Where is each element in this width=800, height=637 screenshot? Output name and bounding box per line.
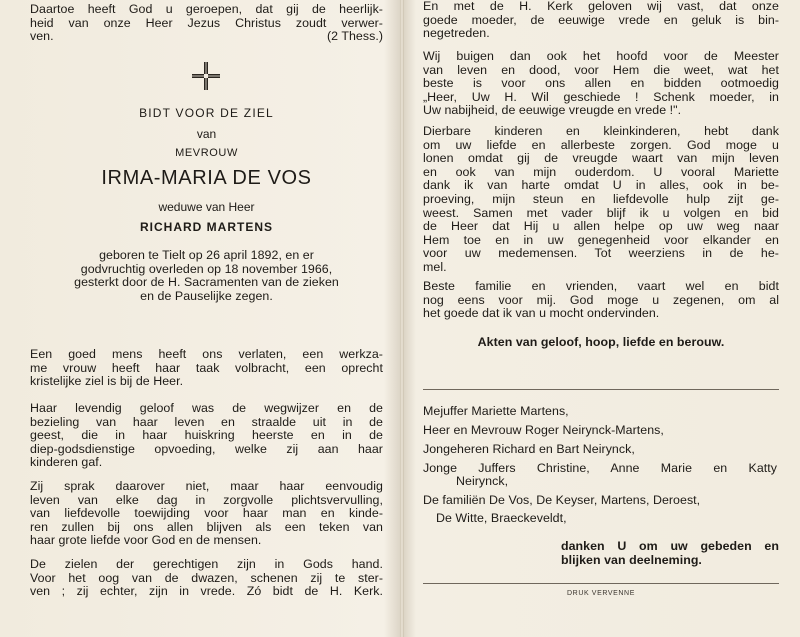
children-paragraph: [423, 125, 779, 275]
text-line: het goede dat ik van u mocht ondervinden.: [423, 306, 660, 321]
text-line: goede moeder, de eeuwige vrede en geluk is bin-: [423, 12, 779, 27]
text-line: „Heer, Uw H. Wil geschiede ! Schenk moeder, in: [423, 89, 779, 104]
text-line: haar grote liefde voor God en de mensen.: [30, 533, 262, 548]
family-line: Jongeheren Richard en Bart Neirynck,: [423, 442, 635, 456]
text-line: Haar levendig geloof was de wegwijzer en de: [30, 401, 383, 415]
dates-line: godvruchtig overleden op 18 november 1966,: [80, 261, 333, 276]
text-line: De zielen der gerechtigen zijn in Gods hand.: [30, 557, 383, 571]
prayer-paragraph: [423, 50, 779, 118]
life-dates: [30, 249, 383, 303]
text-line: lonen omdat gij de vreugde waart van mijn leven: [423, 151, 779, 166]
text-line: van liefdevolle toewijding voor haar man en kinde-: [30, 506, 383, 521]
family-line: Mejuffer Mariette Martens,: [423, 404, 569, 418]
text-line: Dierbare kinderen en kleinkinderen, hebt dank: [423, 124, 779, 138]
text-line: Wij buigen dan ook het hoofd voor de Meester: [423, 49, 779, 63]
scripture-quote: [30, 3, 383, 44]
text-line: proeving, mijn steun en liefdevolle hulp zijt ge-: [423, 191, 779, 206]
text-line: weest. Samen met vader blijf ik u volgen en bid: [423, 205, 779, 220]
farewell-paragraph: [423, 280, 779, 321]
text-line: en ook van mijn ouderdom. U vooral Mariette: [423, 164, 779, 179]
text-line: Uw nabijheid, de eeuwige vreugde en vrede !".: [423, 103, 682, 118]
dates-line: gesterkt door de H. Sacramenten van de zieken: [74, 275, 339, 290]
van-label: van: [196, 127, 217, 141]
text-line: nog eens voor mij. God moge u zegenen, om al: [423, 292, 779, 307]
text-line: Een goed mens heeft ons verlaten, een werkza-: [30, 347, 383, 361]
husband-name: RICHARD MARTENS: [140, 220, 273, 234]
text-line: Beste familie en vrienden, vaart wel en bidt: [423, 279, 779, 293]
text-line: diep-godsdienstige opvoeding, welke zij aan haar: [30, 441, 383, 456]
text-line: En met de H. Kerk geloven wij vast, dat onze: [423, 0, 779, 13]
family-line: Jonge Juffers Christine, Anne Marie en Katty: [423, 461, 777, 475]
dates-line: geboren te Tielt op 26 april 1892, en er: [99, 248, 314, 262]
thanks-block: [561, 540, 779, 567]
acts-line: [423, 336, 779, 350]
widow-of-label: weduwe van Heer: [158, 200, 255, 214]
text-line: om uw liefde en allerbeste zorgen. God moge u: [423, 137, 779, 152]
quote-line-text: ven.: [30, 29, 54, 44]
text-line: ven ; zij echter, zijn in vrede. Zó bidt de H. Kerk.: [30, 584, 383, 599]
text-line: Hem toe en in uw genegenheid voor elkander en: [423, 232, 779, 247]
text-line: ren zullen bij ons allen blijven als een teken van: [30, 519, 383, 534]
text-line: leven van elke dag in zorgvolle plichtsvervulling,: [30, 492, 383, 507]
left-panel: [30, 0, 383, 637]
family-line: Heer en Mevrouw Roger Neirynck-Martens,: [423, 423, 664, 437]
text-line: bezieling van haar leven en straalde uit in de: [30, 414, 383, 429]
text-line: kristelijke ziel is bij de Heer.: [30, 374, 184, 389]
dates-line: en de Pauselijke zegen.: [140, 288, 273, 303]
family-line: De Witte, Braeckeveldt,: [436, 511, 567, 525]
family-line: De familiën De Vos, De Keyser, Martens, Deroest,: [423, 493, 701, 507]
life-paragraph: [30, 480, 383, 548]
text-line: de Heer dat Hij u allen helpe op uw weg naar: [423, 219, 779, 234]
quote-line: Daartoe heeft God u geroepen, dat gij de heerlijk-: [30, 2, 383, 16]
quote-line: [30, 30, 383, 44]
text-line: Zij sprak daarover niet, maar haar eenvoudig: [30, 479, 383, 493]
text-line: voor uw medemensen. Tot weerziens in de he-: [423, 246, 779, 261]
acts-text: Akten van geloof, hoop, liefde en berouw.: [477, 335, 725, 349]
title-mevrouw: MEVROUW: [175, 147, 238, 159]
family-line: Neirynck,: [456, 474, 509, 488]
thanks-line: blijken van deelneming.: [561, 552, 702, 567]
faith-paragraph: [30, 402, 383, 470]
text-line: dank ik van harte omdat U in alles, ook in be-: [423, 178, 779, 193]
text-line: beste is voor ons allen en bidden ootmoedig: [423, 76, 779, 91]
text-line: Voor het oog van de dwazen, schenen zij te ster-: [30, 570, 383, 585]
quote-reference: (2 Thess.): [326, 29, 383, 44]
text-line: me vrouw heeft haar taak volbracht, een oprecht: [30, 360, 383, 375]
text-line: geest, die in haar huiskring heerste en in de: [30, 428, 383, 443]
text-line: mel.: [423, 259, 447, 274]
text-line: van leven en dood, voor Hem die weet, wat het: [423, 62, 779, 77]
text-line: kinderen gaf.: [30, 455, 103, 470]
text-line: negetreden.: [423, 26, 490, 41]
card-fold: [400, 0, 404, 637]
tribute-paragraph: [30, 348, 383, 389]
divider-top: [423, 389, 779, 390]
right-panel: [423, 0, 779, 637]
scripture-paragraph: [30, 558, 383, 599]
deceased-name: IRMA-MARIA DE VOS: [101, 167, 312, 189]
printer-credit: DRUK VERVENNE: [567, 590, 635, 597]
divider-bottom: [423, 583, 779, 584]
thanks-line: danken U om uw gebeden en: [561, 539, 779, 553]
prayer-heading: BIDT VOOR DE ZIEL: [139, 106, 274, 120]
faith-paragraph: [423, 0, 779, 41]
quote-line: heid van onze Heer Jezus Christus zoudt verwer-: [30, 15, 383, 30]
cross-icon: [192, 62, 220, 90]
